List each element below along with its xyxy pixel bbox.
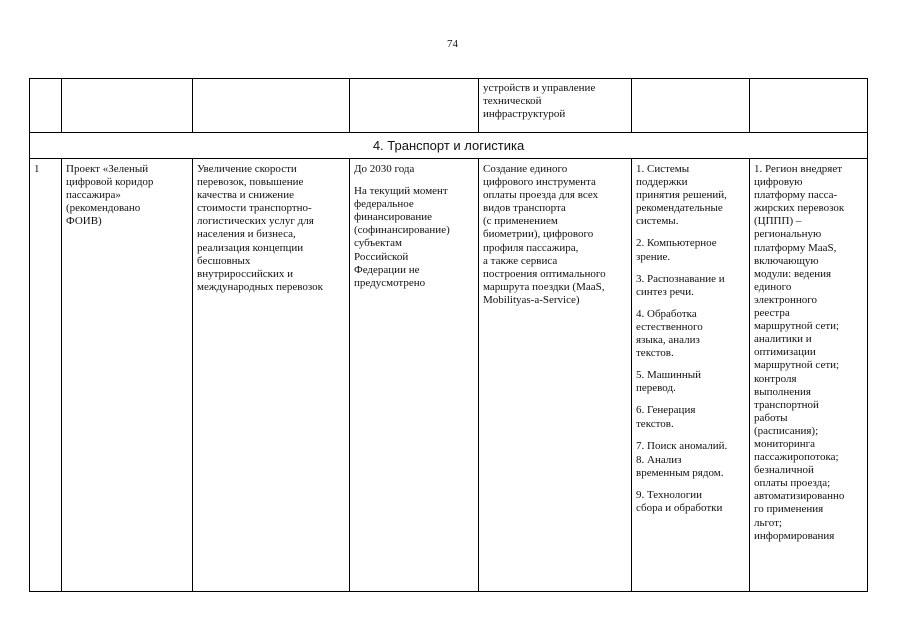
text-line: 9. Технологии (636, 488, 703, 501)
text-line: естественного (636, 320, 703, 333)
section-title: 4. Транспорт и логистика (30, 133, 868, 159)
text-line: ФОИВ) (66, 215, 102, 228)
text-line: платформу пасса- (754, 189, 838, 202)
description-text (483, 163, 627, 307)
text-line: цифрового инструмента (483, 176, 596, 189)
text-line: текстов. (636, 417, 674, 430)
text-line: биометрии), цифрового (483, 228, 594, 241)
row-number: 1 (30, 159, 62, 592)
text-line: зрение. (636, 250, 671, 263)
cell-empty (750, 79, 868, 133)
text-line: До 2030 года (354, 163, 415, 175)
text-line: международных перевозок (197, 280, 324, 293)
text-line: маршрутной сети; (754, 359, 840, 372)
text-line: 2. Компьютерное (636, 237, 717, 250)
text-line: субъектам (354, 237, 402, 250)
text-line: текстов. (636, 347, 674, 360)
text-line: оплаты проезда; (754, 477, 831, 490)
text-line: льгот; (754, 516, 782, 529)
text-line: го применения (754, 503, 824, 516)
text-line: перевод. (636, 382, 676, 395)
project-cell (62, 159, 193, 592)
text-line: бесшовных (197, 254, 251, 267)
text-line: технической (483, 95, 542, 108)
timeline-deadline (354, 163, 474, 176)
page-number: 74 (447, 38, 458, 50)
cell-empty (30, 79, 62, 133)
text-line: включающую (754, 254, 819, 267)
cell-empty (193, 79, 350, 133)
effect-cell (193, 159, 350, 592)
technology-item (636, 237, 745, 263)
text-line: транспортной (754, 398, 819, 411)
section-row (30, 133, 868, 159)
text-line: качества и снижение (197, 189, 294, 202)
text-line: Российской (354, 250, 409, 263)
timeline-funding (354, 185, 474, 290)
technology-item (636, 404, 745, 430)
text-line: информирования (754, 529, 835, 542)
text-line: стоимости транспортно- (197, 202, 312, 215)
text-line: автоматизированно (754, 490, 845, 503)
text-line: реализация концепции (197, 241, 304, 254)
text-line: Федерации не (354, 263, 420, 276)
text-line: единого (754, 280, 792, 293)
text-line: 7. Поиск аномалий. (636, 439, 728, 452)
text-line: Проект «Зеленый (66, 163, 149, 175)
text-line: поддержки (636, 176, 688, 189)
text-line: оплаты проезда для всех (483, 189, 599, 202)
effect-text (197, 163, 345, 294)
cell-empty (632, 79, 750, 133)
text-line: региональную (754, 228, 822, 241)
text-line: Увеличение скорости (197, 163, 297, 175)
text-line: рекомендательные (636, 202, 723, 215)
text-line: жирских перевозок (754, 202, 845, 215)
text-line: маршрута поездки (MaaS, (483, 280, 605, 293)
text-line: 3. Распознавание и (636, 272, 725, 285)
text-line: цифровой коридор (66, 176, 154, 189)
project-name (66, 163, 188, 228)
text-line: финансирование (354, 211, 433, 224)
cell-empty (350, 79, 479, 133)
text-line: цифровую (754, 176, 803, 189)
text-line: работы (754, 411, 788, 424)
technologies-cell (632, 159, 750, 592)
cell-empty (62, 79, 193, 133)
text-line: видов транспорта (483, 202, 566, 215)
text-line: 8. Анализ (636, 453, 682, 466)
text-line: сбора и обработки (636, 501, 723, 514)
text-line: пассажиропотока; (754, 451, 839, 464)
text-line: внутрироссийских и (197, 267, 293, 280)
text-line: устройств и управление (483, 82, 596, 94)
text-line: оптимизации (754, 346, 816, 359)
technology-item (636, 273, 745, 299)
text-line: принятия решений, (636, 189, 727, 202)
text-line: модули: ведения (754, 267, 832, 280)
text-line: языка, анализ (636, 334, 700, 347)
text-line: временным рядом. (636, 466, 724, 479)
technology-item (636, 308, 745, 360)
text-line: (ЦППП) – (754, 215, 802, 228)
text-line: Создание единого (483, 163, 568, 175)
technology-item (636, 440, 745, 453)
text-line: платформу MaaS, (754, 241, 837, 254)
text-line: (с применением (483, 215, 558, 228)
technology-item (636, 369, 745, 395)
continuation-row (30, 79, 868, 133)
text-line: предусмотрено (354, 276, 426, 289)
description-cell (479, 159, 632, 592)
text-line: профиля пассажира, (483, 241, 579, 254)
text-line: (рекомендовано (66, 202, 141, 215)
text-line: инфраструктурой (483, 108, 566, 121)
region-text (754, 163, 863, 543)
technologies-list (636, 163, 745, 516)
text-line: построения оптимального (483, 267, 606, 280)
text-line: маршрутной сети; (754, 320, 840, 333)
text-line: 4. Обработка (636, 307, 697, 320)
text-line: логистических услуг для (197, 215, 314, 228)
table-row (30, 159, 868, 592)
document-table (29, 78, 868, 592)
technology-item (636, 163, 745, 228)
text-line: синтез речи. (636, 285, 694, 298)
text-line: реестра (754, 307, 790, 320)
text-line: перевозок, повышение (197, 176, 304, 189)
text-line: 1. Системы (636, 163, 690, 175)
text-line: пассажира» (66, 189, 121, 202)
text-line: аналитики и (754, 333, 812, 346)
text-line: (софинансирование) (354, 224, 450, 237)
region-cell (750, 159, 868, 592)
text-line: безналичной (754, 464, 814, 477)
text-line: контроля (754, 372, 797, 385)
technology-item (636, 454, 745, 480)
timeline-cell (350, 159, 479, 592)
text-line: федеральное (354, 198, 414, 211)
text-line: (расписания); (754, 424, 819, 437)
text-line: электронного (754, 293, 818, 306)
technology-item (636, 489, 745, 515)
text-line: На текущий момент (354, 185, 448, 198)
text-line: 5. Машинный (636, 369, 702, 382)
text-line: населения и бизнеса, (197, 228, 296, 241)
text-line: выполнения (754, 385, 811, 398)
continuation-text (483, 82, 627, 121)
continuation-text-cell (479, 79, 632, 133)
text-line: Mobilityas-a-Service) (483, 293, 580, 306)
text-line: системы. (636, 215, 679, 228)
text-line: 1. Регион внедряет (754, 163, 843, 175)
text-line: мониторинга (754, 437, 816, 450)
text-line: а также сервиса (483, 254, 558, 267)
text-line: 6. Генерация (636, 404, 696, 417)
